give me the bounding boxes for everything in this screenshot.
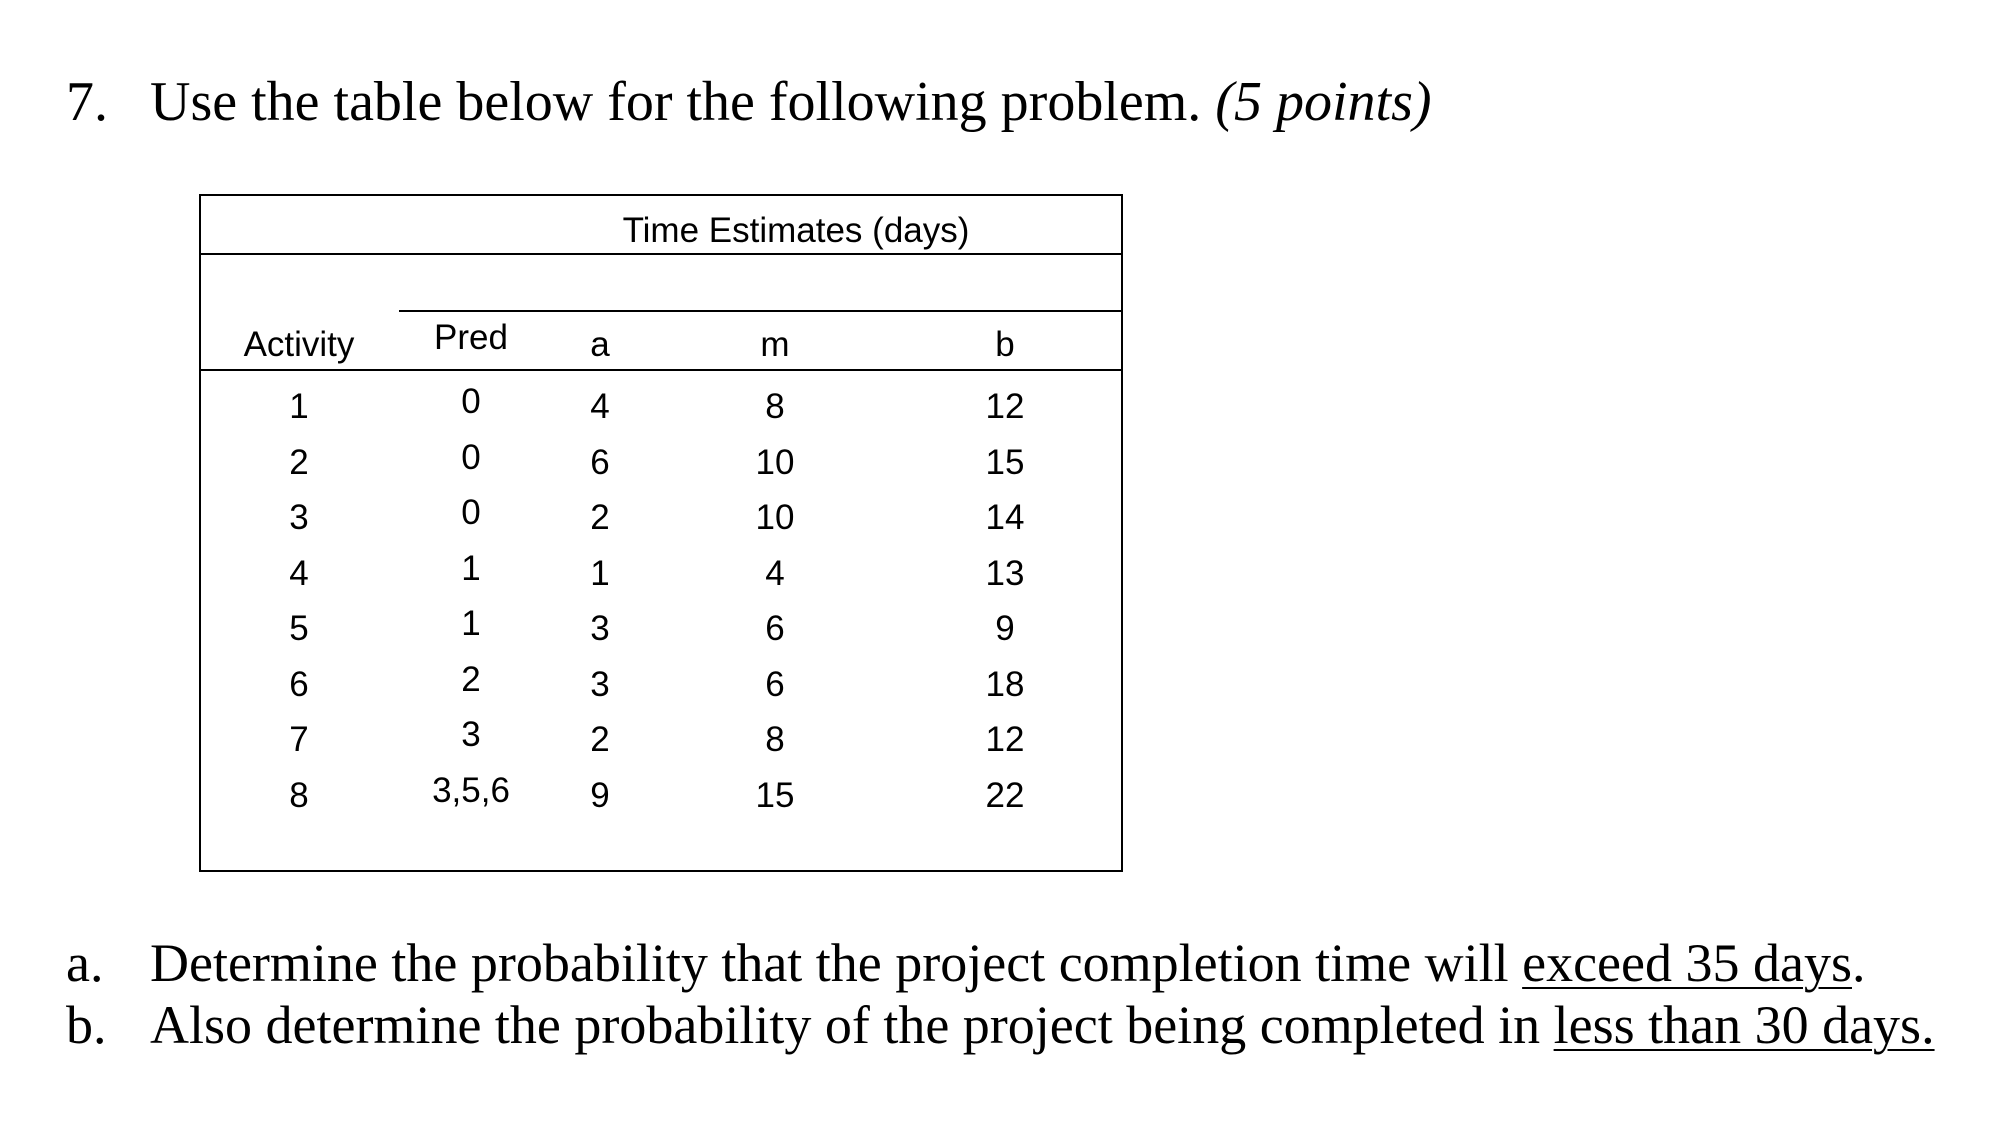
question-heading (66, 72, 1432, 134)
cell-activity: 3 (289, 498, 309, 537)
cell-b: 14 (985, 498, 1025, 537)
cell-pred: 3 (461, 715, 481, 754)
cell-b: 12 (985, 720, 1025, 759)
cell-m: 15 (755, 775, 795, 815)
part-a-text: Determine the probability that the project completion time will (150, 933, 1523, 993)
cell-m: 4 (765, 553, 785, 593)
table-rule (201, 253, 1121, 255)
time-estimates-table (199, 194, 1123, 872)
cell-pred: 0 (461, 437, 481, 477)
cell-m: 6 (765, 664, 785, 704)
cell-pred: 1 (461, 604, 481, 643)
part-a-end: . (1851, 933, 1866, 993)
cell-pred: 3,5,6 (432, 770, 510, 810)
cell-a: 9 (590, 775, 610, 815)
cell-activity: 8 (289, 775, 309, 815)
cell-a: 1 (590, 553, 610, 593)
cell-a: 4 (590, 387, 610, 426)
part-a-underlined: exceed 35 days (1522, 933, 1852, 993)
cell-b: 15 (985, 442, 1025, 482)
cell-m: 10 (755, 442, 795, 482)
cell-activity: 2 (289, 442, 309, 482)
cell-a: 3 (590, 609, 610, 648)
cell-m: 10 (755, 498, 795, 537)
question-points: (5 points) (1215, 71, 1432, 133)
cell-pred: 2 (461, 659, 481, 699)
part-a (66, 934, 1865, 993)
part-a-label: a. (66, 933, 104, 993)
column-header-a: a (590, 325, 610, 364)
table-rule (201, 369, 1121, 371)
column-header-b: b (995, 325, 1015, 364)
cell-activity: 5 (289, 609, 309, 648)
cell-m: 6 (765, 609, 785, 648)
cell-a: 2 (590, 498, 610, 537)
cell-b: 9 (995, 609, 1015, 648)
part-b (66, 996, 1935, 1055)
part-b-label: b. (66, 995, 107, 1055)
cell-b: 22 (985, 775, 1025, 815)
column-header-m: m (760, 325, 790, 364)
cell-m: 8 (765, 720, 785, 759)
part-b-text: Also determine the probability of the project being completed in (150, 995, 1554, 1055)
cell-activity: 6 (289, 664, 309, 704)
cell-activity: 4 (289, 553, 309, 593)
column-header-pred: Pred (434, 318, 508, 357)
cell-a: 6 (590, 442, 610, 482)
cell-a: 3 (590, 664, 610, 704)
column-header-activity: Activity (243, 325, 355, 364)
question-number: 7. (66, 71, 108, 133)
cell-b: 12 (985, 387, 1025, 426)
cell-pred: 0 (461, 382, 481, 421)
group-header: Time Estimates (days) (622, 211, 970, 250)
cell-activity: 7 (289, 720, 309, 759)
cell-pred: 1 (461, 548, 481, 588)
cell-m: 8 (765, 387, 785, 426)
question-text: Use the table below for the following problem. (150, 71, 1202, 133)
cell-b: 13 (985, 553, 1025, 593)
cell-pred: 0 (461, 493, 481, 532)
cell-a: 2 (590, 720, 610, 759)
cell-b: 18 (985, 664, 1025, 704)
part-b-underlined: less than 30 days. (1553, 995, 1935, 1055)
table-rule (399, 310, 1121, 312)
cell-activity: 1 (289, 387, 309, 426)
